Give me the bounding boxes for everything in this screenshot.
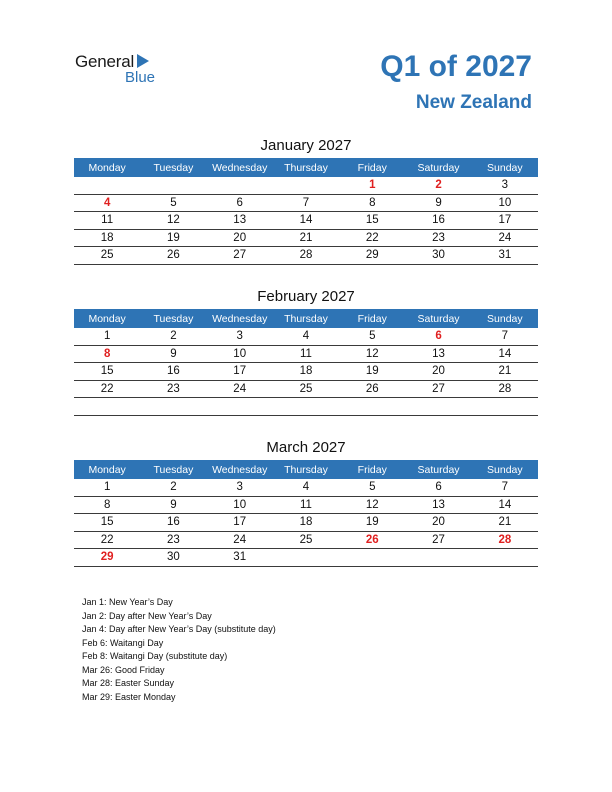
week-row bbox=[74, 514, 538, 532]
day-cell: 6 bbox=[405, 328, 471, 345]
logo-general-text: General bbox=[75, 52, 135, 71]
weekday-header: Tuesday bbox=[140, 309, 206, 328]
weekday-header: Friday bbox=[339, 460, 405, 479]
day-cell: 11 bbox=[273, 496, 339, 514]
weekday-header: Wednesday bbox=[207, 309, 273, 328]
day-cell: 28 bbox=[472, 531, 538, 549]
day-cell: 10 bbox=[207, 345, 273, 363]
day-cell: 23 bbox=[140, 380, 206, 398]
day-cell: 3 bbox=[207, 479, 273, 496]
day-cell: 30 bbox=[140, 549, 206, 567]
day-cell: 9 bbox=[405, 194, 471, 212]
month-title: March 2027 bbox=[266, 439, 346, 456]
day-cell: 30 bbox=[405, 247, 471, 265]
holiday-note: Jan 2: Day after New Year’s Day bbox=[82, 610, 212, 621]
day-cell: 17 bbox=[207, 363, 273, 381]
day-cell: 4 bbox=[273, 328, 339, 345]
holiday-note: Mar 29: Easter Monday bbox=[82, 691, 176, 702]
day-cell: 21 bbox=[273, 229, 339, 247]
day-cell: 9 bbox=[140, 496, 206, 514]
weekday-header: Saturday bbox=[405, 460, 471, 479]
day-cell: 12 bbox=[140, 212, 206, 230]
weekday-header: Saturday bbox=[405, 158, 471, 177]
day-cell: 13 bbox=[405, 345, 471, 363]
day-cell: 4 bbox=[74, 194, 140, 212]
day-cell: 28 bbox=[273, 247, 339, 265]
weekday-header: Monday bbox=[74, 460, 140, 479]
empty-day-cell bbox=[472, 398, 538, 416]
page-subtitle: New Zealand bbox=[415, 92, 532, 113]
day-cell: 19 bbox=[339, 363, 405, 381]
week-row bbox=[74, 345, 538, 363]
logo-triangle-icon bbox=[137, 54, 149, 68]
day-cell: 25 bbox=[74, 247, 140, 265]
day-cell: 15 bbox=[339, 212, 405, 230]
day-cell: 24 bbox=[207, 531, 273, 549]
week-row bbox=[74, 229, 538, 247]
holiday-note: Feb 8: Waitangi Day (substitute day) bbox=[82, 651, 228, 661]
week-row bbox=[74, 212, 538, 230]
week-row bbox=[74, 531, 538, 549]
day-cell: 15 bbox=[74, 363, 140, 381]
calendar-body bbox=[74, 479, 538, 566]
day-cell: 3 bbox=[207, 328, 273, 345]
empty-day-cell bbox=[472, 549, 538, 567]
empty-day-cell bbox=[273, 177, 339, 194]
empty-day-cell bbox=[273, 398, 339, 416]
holiday-note: Mar 26: Good Friday bbox=[82, 664, 165, 675]
day-cell: 12 bbox=[339, 345, 405, 363]
empty-day-cell bbox=[405, 398, 471, 416]
empty-day-cell bbox=[74, 398, 140, 416]
week-row bbox=[74, 363, 538, 381]
week-row bbox=[74, 328, 538, 345]
week-row bbox=[74, 247, 538, 265]
day-cell: 29 bbox=[339, 247, 405, 265]
day-cell: 26 bbox=[339, 531, 405, 549]
day-cell: 22 bbox=[74, 380, 140, 398]
day-cell: 25 bbox=[273, 531, 339, 549]
weekday-header: Tuesday bbox=[140, 158, 206, 177]
day-cell: 20 bbox=[405, 514, 471, 532]
day-cell: 8 bbox=[339, 194, 405, 212]
month-january bbox=[74, 134, 538, 265]
day-cell: 16 bbox=[140, 363, 206, 381]
logo-blue-text: Blue bbox=[125, 69, 156, 86]
calendar-table bbox=[74, 460, 538, 567]
week-row bbox=[74, 549, 538, 567]
empty-day-cell bbox=[140, 398, 206, 416]
empty-day-cell bbox=[339, 398, 405, 416]
weekday-header: Thursday bbox=[273, 460, 339, 479]
day-cell: 1 bbox=[74, 328, 140, 345]
day-cell: 23 bbox=[405, 229, 471, 247]
day-cell: 3 bbox=[472, 177, 538, 194]
day-cell: 13 bbox=[207, 212, 273, 230]
calendar-body bbox=[74, 328, 538, 415]
day-cell: 17 bbox=[472, 212, 538, 230]
logo bbox=[75, 52, 175, 92]
weekday-header: Wednesday bbox=[207, 158, 273, 177]
weekday-header: Tuesday bbox=[140, 460, 206, 479]
day-cell: 10 bbox=[472, 194, 538, 212]
day-cell: 9 bbox=[140, 345, 206, 363]
weekday-header: Wednesday bbox=[207, 460, 273, 479]
day-cell: 12 bbox=[339, 496, 405, 514]
day-cell: 19 bbox=[339, 514, 405, 532]
weekday-header: Monday bbox=[74, 309, 140, 328]
day-cell: 14 bbox=[273, 212, 339, 230]
day-cell: 19 bbox=[140, 229, 206, 247]
week-row bbox=[74, 194, 538, 212]
day-cell: 11 bbox=[74, 212, 140, 230]
weekday-header-row bbox=[74, 158, 538, 177]
day-cell: 1 bbox=[74, 479, 140, 496]
empty-day-cell bbox=[140, 177, 206, 194]
day-cell: 14 bbox=[472, 496, 538, 514]
day-cell: 7 bbox=[273, 194, 339, 212]
weekday-header: Friday bbox=[339, 158, 405, 177]
weekday-header: Monday bbox=[74, 158, 140, 177]
month-march bbox=[74, 436, 538, 567]
day-cell: 8 bbox=[74, 345, 140, 363]
weekday-header-row bbox=[74, 309, 538, 328]
day-cell: 24 bbox=[207, 380, 273, 398]
month-title: February 2027 bbox=[257, 288, 355, 305]
holiday-notes bbox=[82, 596, 276, 704]
day-cell: 6 bbox=[207, 194, 273, 212]
day-cell: 16 bbox=[140, 514, 206, 532]
day-cell: 1 bbox=[339, 177, 405, 194]
day-cell: 27 bbox=[405, 380, 471, 398]
day-cell: 31 bbox=[472, 247, 538, 265]
calendar-table bbox=[74, 158, 538, 265]
weekday-header-row bbox=[74, 460, 538, 479]
day-cell: 2 bbox=[140, 328, 206, 345]
day-cell: 28 bbox=[472, 380, 538, 398]
day-cell: 8 bbox=[74, 496, 140, 514]
day-cell: 7 bbox=[472, 328, 538, 345]
day-cell: 18 bbox=[273, 363, 339, 381]
day-cell: 22 bbox=[339, 229, 405, 247]
day-cell: 14 bbox=[472, 345, 538, 363]
day-cell: 29 bbox=[74, 549, 140, 567]
weekday-header: Thursday bbox=[273, 158, 339, 177]
week-row bbox=[74, 177, 538, 194]
empty-day-cell bbox=[74, 177, 140, 194]
day-cell: 4 bbox=[273, 479, 339, 496]
day-cell: 13 bbox=[405, 496, 471, 514]
day-cell: 10 bbox=[207, 496, 273, 514]
day-cell: 27 bbox=[405, 531, 471, 549]
week-row bbox=[74, 380, 538, 398]
empty-day-cell bbox=[207, 398, 273, 416]
day-cell: 18 bbox=[273, 514, 339, 532]
day-cell: 16 bbox=[405, 212, 471, 230]
holiday-note: Jan 4: Day after New Year’s Day (substitute day) bbox=[82, 624, 276, 634]
week-row bbox=[74, 398, 538, 416]
calendar-table bbox=[74, 309, 538, 416]
empty-day-cell bbox=[339, 549, 405, 567]
week-row bbox=[74, 496, 538, 514]
month-february bbox=[74, 285, 538, 416]
weekday-header: Sunday bbox=[472, 309, 538, 328]
day-cell: 7 bbox=[472, 479, 538, 496]
day-cell: 26 bbox=[140, 247, 206, 265]
day-cell: 25 bbox=[273, 380, 339, 398]
day-cell: 5 bbox=[140, 194, 206, 212]
weekday-header: Sunday bbox=[472, 460, 538, 479]
empty-day-cell bbox=[273, 549, 339, 567]
calendar-body bbox=[74, 177, 538, 264]
day-cell: 23 bbox=[140, 531, 206, 549]
day-cell: 21 bbox=[472, 514, 538, 532]
day-cell: 15 bbox=[74, 514, 140, 532]
day-cell: 11 bbox=[273, 345, 339, 363]
day-cell: 26 bbox=[339, 380, 405, 398]
weekday-header: Friday bbox=[339, 309, 405, 328]
day-cell: 5 bbox=[339, 479, 405, 496]
weekday-header: Thursday bbox=[273, 309, 339, 328]
day-cell: 22 bbox=[74, 531, 140, 549]
day-cell: 20 bbox=[405, 363, 471, 381]
page-title: Q1 of 2027 bbox=[380, 50, 532, 83]
day-cell: 21 bbox=[472, 363, 538, 381]
weekday-header: Sunday bbox=[472, 158, 538, 177]
holiday-note: Feb 6: Waitangi Day bbox=[82, 637, 164, 648]
day-cell: 17 bbox=[207, 514, 273, 532]
day-cell: 31 bbox=[207, 549, 273, 567]
month-title: January 2027 bbox=[260, 137, 352, 154]
weekday-header: Saturday bbox=[405, 309, 471, 328]
day-cell: 2 bbox=[405, 177, 471, 194]
day-cell: 18 bbox=[74, 229, 140, 247]
holiday-note: Mar 28: Easter Sunday bbox=[82, 678, 175, 688]
day-cell: 6 bbox=[405, 479, 471, 496]
empty-day-cell bbox=[207, 177, 273, 194]
holiday-note: Jan 1: New Year’s Day bbox=[82, 597, 173, 607]
day-cell: 24 bbox=[472, 229, 538, 247]
week-row bbox=[74, 479, 538, 496]
empty-day-cell bbox=[405, 549, 471, 567]
day-cell: 2 bbox=[140, 479, 206, 496]
day-cell: 5 bbox=[339, 328, 405, 345]
day-cell: 20 bbox=[207, 229, 273, 247]
day-cell: 27 bbox=[207, 247, 273, 265]
